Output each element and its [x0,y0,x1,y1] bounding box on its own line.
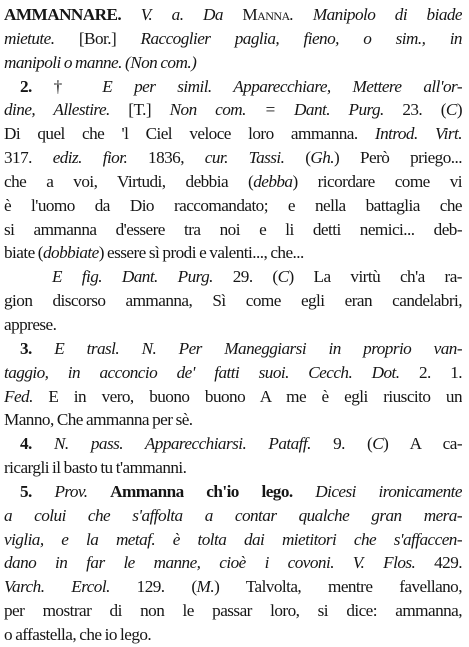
text-run: ) Però priego... [334,148,462,168]
text-run [87,482,110,501]
text-run: † [31,76,103,96]
text-line [4,623,462,647]
text-line [4,551,462,575]
text-run: E in vero, buono buono A me è egli riuscito un [32,386,462,406]
bold-run: Ammanna ch'io lego. [110,481,293,501]
italic-run: taggio, in acconcio de' fatti suoi. Cecch. Dot. [4,362,400,382]
italic-run: dine, Allestire. [4,100,110,120]
italic-run: ediz. fior. [52,148,128,168]
text-run: 29. ( [212,267,278,287]
text-run: 2. 1. [399,362,462,382]
text-run: si ammanna d'essere tra noi e li detti nemici... deb- [4,219,462,239]
text-run: 129. ( [109,577,197,597]
text-line [4,27,462,51]
text-run: che a voi, Virtudi, debbia ( [4,171,254,191]
text-line [4,599,462,623]
italic-run: manipoli o manne. (Non com.) [4,52,197,72]
italic-run: Raccoglier paglia, fieno, o sim., in [140,28,462,48]
italic-run: Gh. [310,148,335,168]
text-run [121,5,141,24]
bold-run: 5. [20,481,32,501]
italic-run: Prov. [54,481,88,501]
italic-run: . Manipolo di biade [289,5,462,24]
italic-run: dano in far le manne, cioè i covoni. V. Flos. [4,553,416,573]
italic-run: dobbiate [42,243,99,263]
text-line [4,241,462,265]
italic-run: mietute. [4,28,55,48]
text-run: 429. [415,553,462,573]
italic-run: Non com. = Dant. Purg. [169,100,384,120]
text-run: ) A ca- [383,434,462,454]
text-run: 23. ( [383,100,446,120]
text-line [4,194,462,218]
italic-run: Dicesi ironicamente [315,481,462,501]
text-run: [T.] [109,100,170,120]
text-run: biate ( [4,243,43,263]
text-line [4,408,462,432]
italic-run: E trasl. N. Per Maneggiarsi in proprio van- [54,338,462,358]
italic-run: E fig. Dant. Purg. [52,267,213,287]
text-line [4,361,462,385]
text-run: 317. [4,148,53,168]
text-line [4,98,462,122]
text-run [32,339,54,358]
text-line [4,122,462,146]
text-line [4,313,462,337]
bold-run: 4. [20,434,32,454]
italic-run: viglia, e la metaf. è tolta dai mietitori che s'affaccen- [4,529,462,549]
italic-run: debba [253,171,293,191]
text-run [293,482,316,501]
text-line [4,170,462,194]
text-run: [Bor.] [54,28,141,48]
text-run [32,434,54,453]
text-run: Di quel che 'l Ciel veloce loro ammanna. [4,124,375,144]
headword-line [4,3,462,27]
text-line [4,528,462,552]
italic-run: C [277,267,289,287]
text-line [4,504,462,528]
italic-run: Introd. Virt. [374,124,462,144]
text-run: 1836, [127,148,205,168]
text-run: ) [456,100,462,120]
sense-5-line [4,480,462,504]
small-caps-run: Manna [242,5,290,24]
bold-run: 2. [20,76,32,96]
text-line [4,385,462,409]
italic-run: C [372,434,384,454]
sense-2-line [4,75,462,99]
text-run: o affastella, che io lego. [4,624,152,644]
text-line [4,289,462,313]
text-run: ricargli il basto tu t'ammanni. [4,458,187,478]
text-run: ) ricordare come vi [292,171,462,191]
italic-run: C [445,100,457,120]
text-run: apprese. [4,314,57,334]
text-line [4,146,462,170]
text-run: gion discorso ammanna, Sì come egli eran candelabri, [4,291,462,311]
italic-run: Varch. Ercol. [4,577,110,597]
text-run: 9. ( [310,434,373,454]
text-run: ( [284,148,311,168]
text-run: ) Talvolta, mentre favellano, [214,577,462,597]
text-run: Manno, Che ammanna per sè. [4,410,193,430]
text-run: è l'uomo da Dio raccomandato; e nella battaglia che [4,195,462,215]
italic-run: a colui che s'affolta a contar qualche gran mera- [4,505,462,525]
bold-run: 3. [20,338,32,358]
text-line [4,456,462,480]
text-run [32,482,55,501]
italic-run: N. pass. Apparecchiarsi. Pataff. [54,434,311,454]
sense-3-line [4,337,462,361]
text-line [4,218,462,242]
text-run: ) essere sì prodi e valenti..., che... [98,243,304,263]
text-line [4,51,462,75]
text-run: per mostrar di non le passar loro, si dice: ammanna, [4,601,462,621]
italic-run: V. a. Da [140,5,243,24]
bold-run: AMMANNARE. [4,5,122,24]
italic-run: cur. Tassi. [204,148,285,168]
sense-4-line [4,432,462,456]
text-line [4,575,462,599]
italic-run: M. [196,577,215,597]
italic-run: E per simil. Apparecchiare, Mettere all'or- [102,76,462,96]
figurative-line [4,265,462,289]
text-run: ) La virtù ch'a ra- [288,267,462,287]
italic-run: Fed. [4,386,33,406]
